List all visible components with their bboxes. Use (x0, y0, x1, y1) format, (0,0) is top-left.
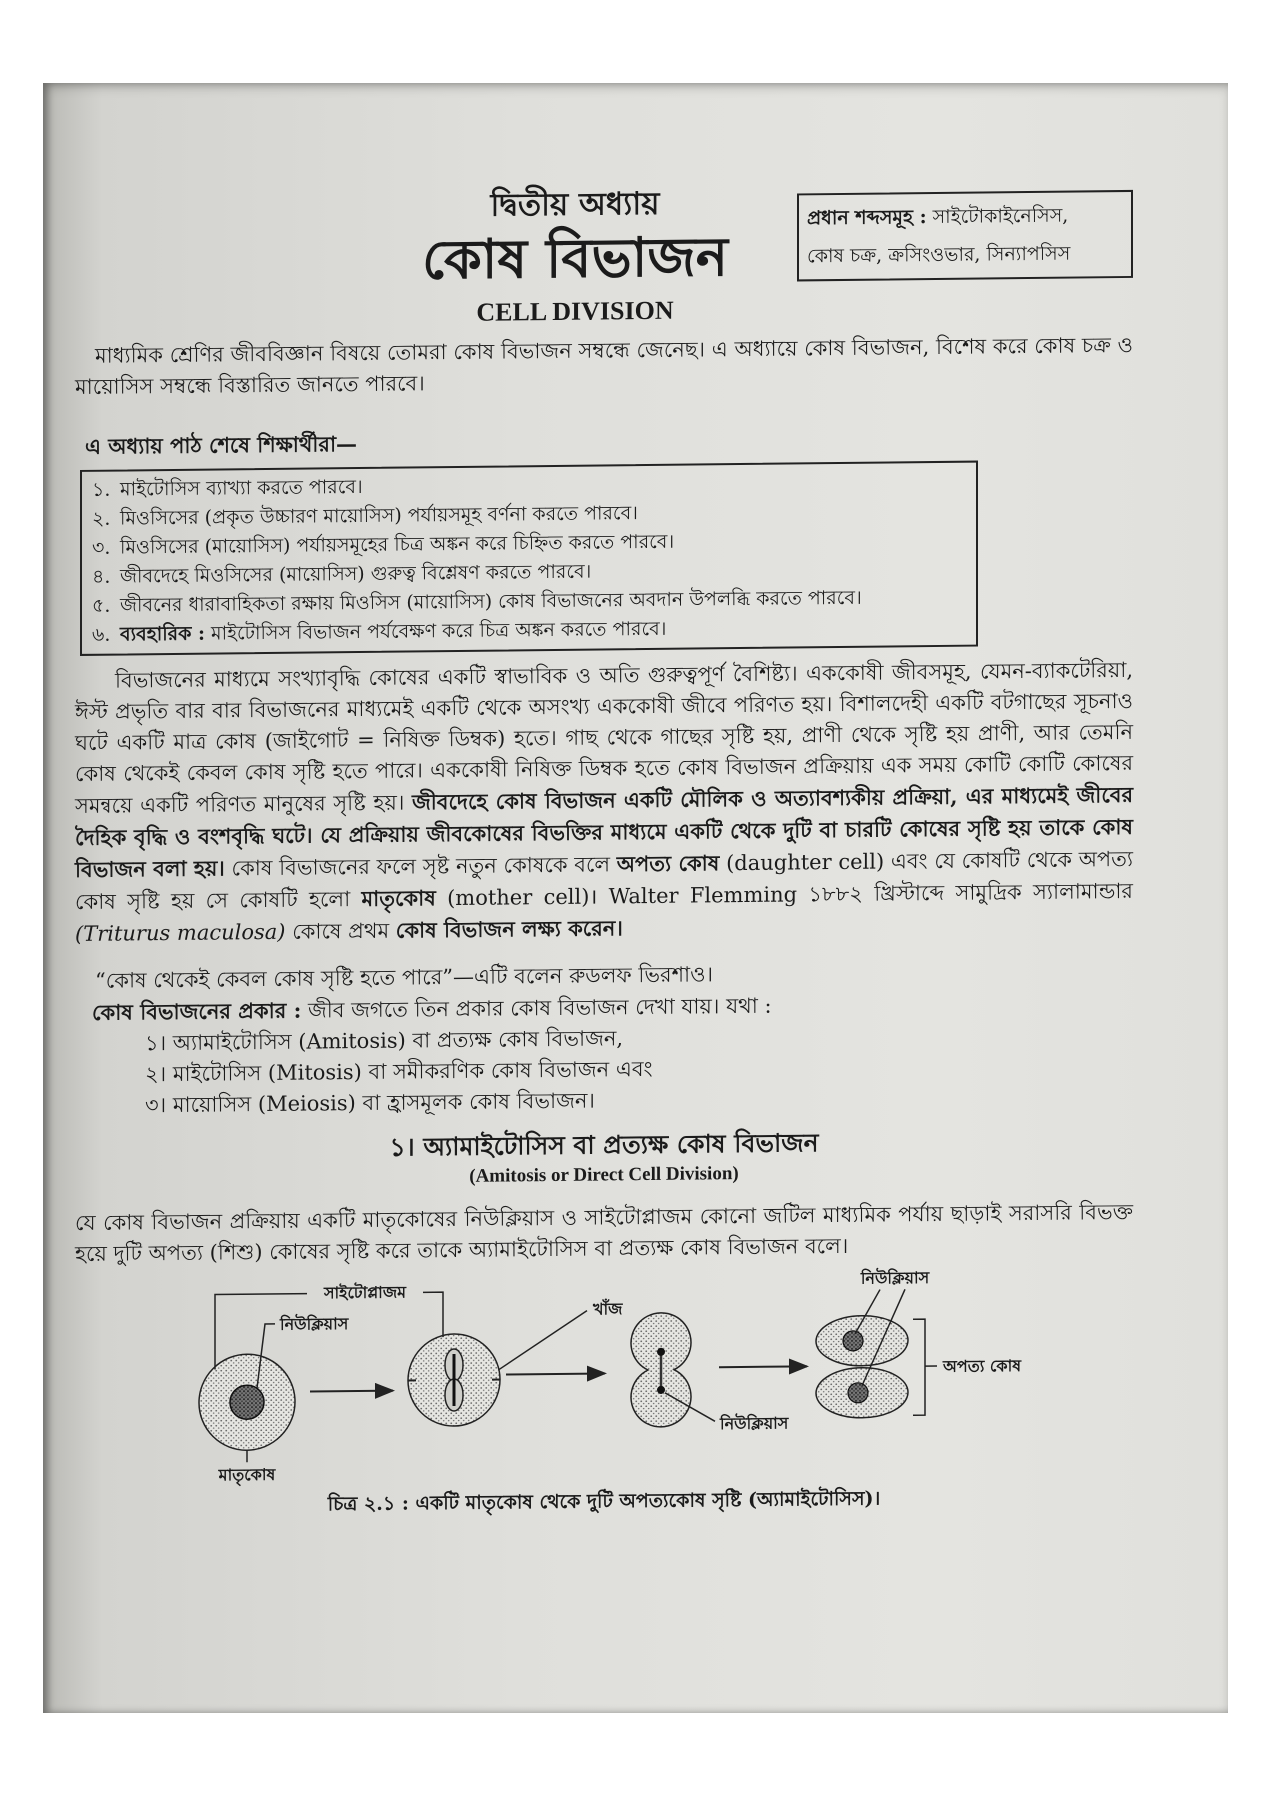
section-paragraph: যে কোষ বিভাজন প্রক্রিয়ায় একটি মাতৃকোষের নিউক্লিয়াস ও সাইটোপ্লাজম কোনো জটিল মাধ্যমিক পর্যায় ছাড়াই সরাসরি বিভক্ত হয়ে দুটি অপত্য (শিশু) কোষের সৃষ্টি করে তাকে অ্যামাইটোসিস বা প্রত্যক্ষ কোষ বিভাজন বলে। (75, 1199, 1133, 1266)
mother-cell-nucleus (230, 1385, 264, 1419)
objective-number: ৩. (92, 536, 111, 559)
intro-paragraph: মাধ্যমিক শ্রেণির জীববিজ্ঞান বিষয়ে তোমরা কোষ বিভাজন সম্বন্ধে জেনেছ। এ অধ্যায়ে কোষ বিভাজন, বিশেষ করে কোষ চক্র ও মায়োসিস সম্বন্ধে বিস্তারিত জানতে পারবে। (75, 332, 1133, 399)
main-paragraph (75, 655, 1133, 950)
keywords-box (797, 190, 1133, 282)
objective-text: মিওসিসের (প্রকৃত উচ্চারণ মায়োসিস) পর্যায়সমূহ বর্ণনা করতে পারবে। (120, 502, 638, 530)
label-nucleus-left: নিউক্লিয়াস (280, 1314, 349, 1334)
label-mother-cell: মাতৃকোষ (218, 1464, 276, 1485)
division-types-label: কোষ বিভাজনের প্রকার : (92, 997, 302, 1025)
objective-number: ১. (92, 478, 111, 501)
objective-number: ৫. (92, 594, 111, 617)
objective-number: ৬. (92, 623, 111, 646)
figure-caption: চিত্র ২.১ : একটি মাতৃকোষ থেকে দুটি অপত্যকোষ সৃষ্টি (অ্যামাইটোসিস)। (327, 1487, 881, 1516)
division-types-text: জীব জগতে তিন প্রকার কোষ বিভাজন দেখা যায়। যথা : (301, 993, 772, 1023)
keywords-line-1 (807, 196, 1123, 237)
label-groove: খাঁজ (593, 1299, 623, 1319)
objective-label-practical: ব্যবহারিক : (120, 622, 206, 646)
keywords-label: প্রধান শব্দসমূহ : (807, 206, 927, 230)
objective-number: ৪. (92, 565, 111, 588)
chapter-header (75, 180, 1133, 341)
virchow-quote: “কোষ থেকেই কেবল কোষ সৃষ্টি হতে পারে”—এটি বলেন রুডলফ ভিরশাও। (95, 962, 714, 993)
arrow-icon (506, 1373, 605, 1374)
objective-text: মাইটোসিস বিভাজন পর্যবেক্ষণ করে চিত্র অঙ্কন করতে পারবে। (205, 617, 667, 645)
groove-leader-line (499, 1311, 587, 1370)
division-type-item: ১। অ্যামাইটোসিস (Amitosis) বা প্রত্যক্ষ কোষ বিভাজন, (145, 1026, 624, 1056)
keywords-line-2: কোষ চক্র, ক্রসিংওভার, সিন্যাপসিস (807, 242, 1071, 268)
main-text-segment: কোষ বিভাজনের ফলে সৃষ্ট নতুন কোষকে বলে (224, 852, 617, 881)
main-text-segment: (daughter cell) এবং যে কোষটি থেকে অপত্য কোষ সৃষ্টি হয় সে কোষটি হলো (75, 846, 1133, 914)
daughter-nucleus-upper (843, 1331, 863, 1351)
daughter-nucleus-lower (848, 1383, 868, 1403)
arrow-icon (719, 1366, 807, 1367)
label-cytoplasm: সাইটোপ্লাজম (323, 1282, 407, 1303)
objectives-box (80, 461, 978, 656)
arrow-icon (310, 1391, 393, 1392)
term-daughter-cell: অপত্য কোষ (616, 850, 720, 877)
objective-text: জীবনের ধারাবাহিকতা রক্ষায় মিওসিস (মায়োসিস) কোষ বিভাজনের অবদান উপলব্ধি করতে পারবে। (120, 586, 862, 617)
chapter-title-english: CELL DIVISION (476, 295, 674, 327)
main-text-segment: বিভাজনের মাধ্যমে সংখ্যাবৃদ্ধি কোষের একটি স্বাভাবিক ও অতি গুরুত্বপূর্ণ বৈশিষ্ট্য। এককোষী জীবসমূহ, যেমন-ব্যাকটেরিয়া, ঈস্ট প্রভৃতি বার বার বিভাজনের মাধ্যমেই একটি থেকে অসংখ্য এককোষী জীবে পরিণত হয়। বিশালদেহী একটি বটগাছের সূচনাও ঘটে একটি মাত্র কোষ (জাইগোট = নিষিক্ত ডিম্বক) হতে। গাছ থেকে গাছের সৃষ্টি হয়, প্রাণী থেকে সৃষ্টি হয় প্রাণী, আর তেমনি কোষ থেকেই কেবল কোষ সৃষ্টি হতে পারে। এককোষী নিষিক্ত ডিম্বক হতে কোষ বিভাজন প্রক্রিয়ায় এক সময় কোটি কোটি কোষের সমন্বয়ে একটি পরিণত মানুষের সৃষ্টি হয়। (75, 657, 1133, 818)
term-mother-cell: মাতৃকোষ (361, 885, 436, 911)
label-nucleus-top-right: নিউক্লিয়াস (860, 1268, 930, 1288)
section-subtitle: (Amitosis or Direct Cell Division) (469, 1163, 739, 1187)
division-type-item: ২। মাইটোসিস (Mitosis) বা সমীকরণিক কোষ বিভাজন এবং (145, 1056, 653, 1087)
objective-text: মিওসিসের (মায়োসিস) পর্যায়সমূহের চিত্র অঙ্কন করে চিহ্নিত করতে পারবে। (120, 530, 675, 559)
main-text-segment: (mother cell)। Walter Flemming ১৮৮২ খ্রিস্টাব্দে সামুদ্রিক স্যালামান্ডার (435, 878, 1133, 911)
label-nucleus-bottom: নিউক্লিয়াস (720, 1413, 789, 1434)
keywords-text-1: সাইটোকাইনেসিস, (926, 204, 1069, 229)
objective-number: ২. (92, 507, 111, 530)
section-title: ১। অ্যামাইটোসিস বা প্রত্যক্ষ কোষ বিভাজন (389, 1128, 819, 1162)
amitosis-figure (75, 1265, 1133, 1491)
objective-text: মাইটোসিস ব্যাখ্যা করতে পারবে। (120, 475, 363, 501)
chapter-number: দ্বিতীয় অধ্যায় (490, 185, 660, 224)
objective-text: জীবদেহে মিওসিসের (মায়োসিস) গুরুত্ব বিশ্লেষণ করতে পারবে। (120, 560, 592, 588)
main-text-segment: কোষে প্রথম (285, 918, 396, 944)
main-bold-ending: কোষ বিভাজন লক্ষ্য করেন। (395, 915, 623, 943)
textbook-page (43, 83, 1228, 1713)
daughter-cells-bracket (913, 1319, 925, 1415)
page-content (75, 180, 1133, 1521)
main-bold-definition: জীবদেহে কোষ বিভাজন একটি মৌলিক ও অত্যাবশ্যকীয় প্রক্রিয়া, এর মাধ্যমেই জীবের দৈহিক বৃদ্ধি ও বংশবৃদ্ধি ঘটে। যে প্রক্রিয়ায় জীবকোষের বিভক্তির মাধ্যমে একটি থেকে দুটি বা চারটি কোষের সৃষ্টি হয় তাকে কোষ বিভাজন বলা হয়। (75, 781, 1133, 882)
chapter-title-bengali: কোষ বিভাজন (422, 224, 728, 292)
division-type-item: ৩। মায়োসিস (Meiosis) বা হ্রাসমূলক কোষ বিভাজন। (145, 1088, 595, 1118)
cytoplasm-leader-line (423, 1292, 443, 1337)
objectives-heading: এ অধ্যায় পাঠ শেষে শিক্ষার্থীরা— (85, 431, 358, 459)
species-name: (Triturus maculosa) (75, 919, 286, 946)
label-daughter-cells: অপত্য কোষ (943, 1356, 1022, 1376)
